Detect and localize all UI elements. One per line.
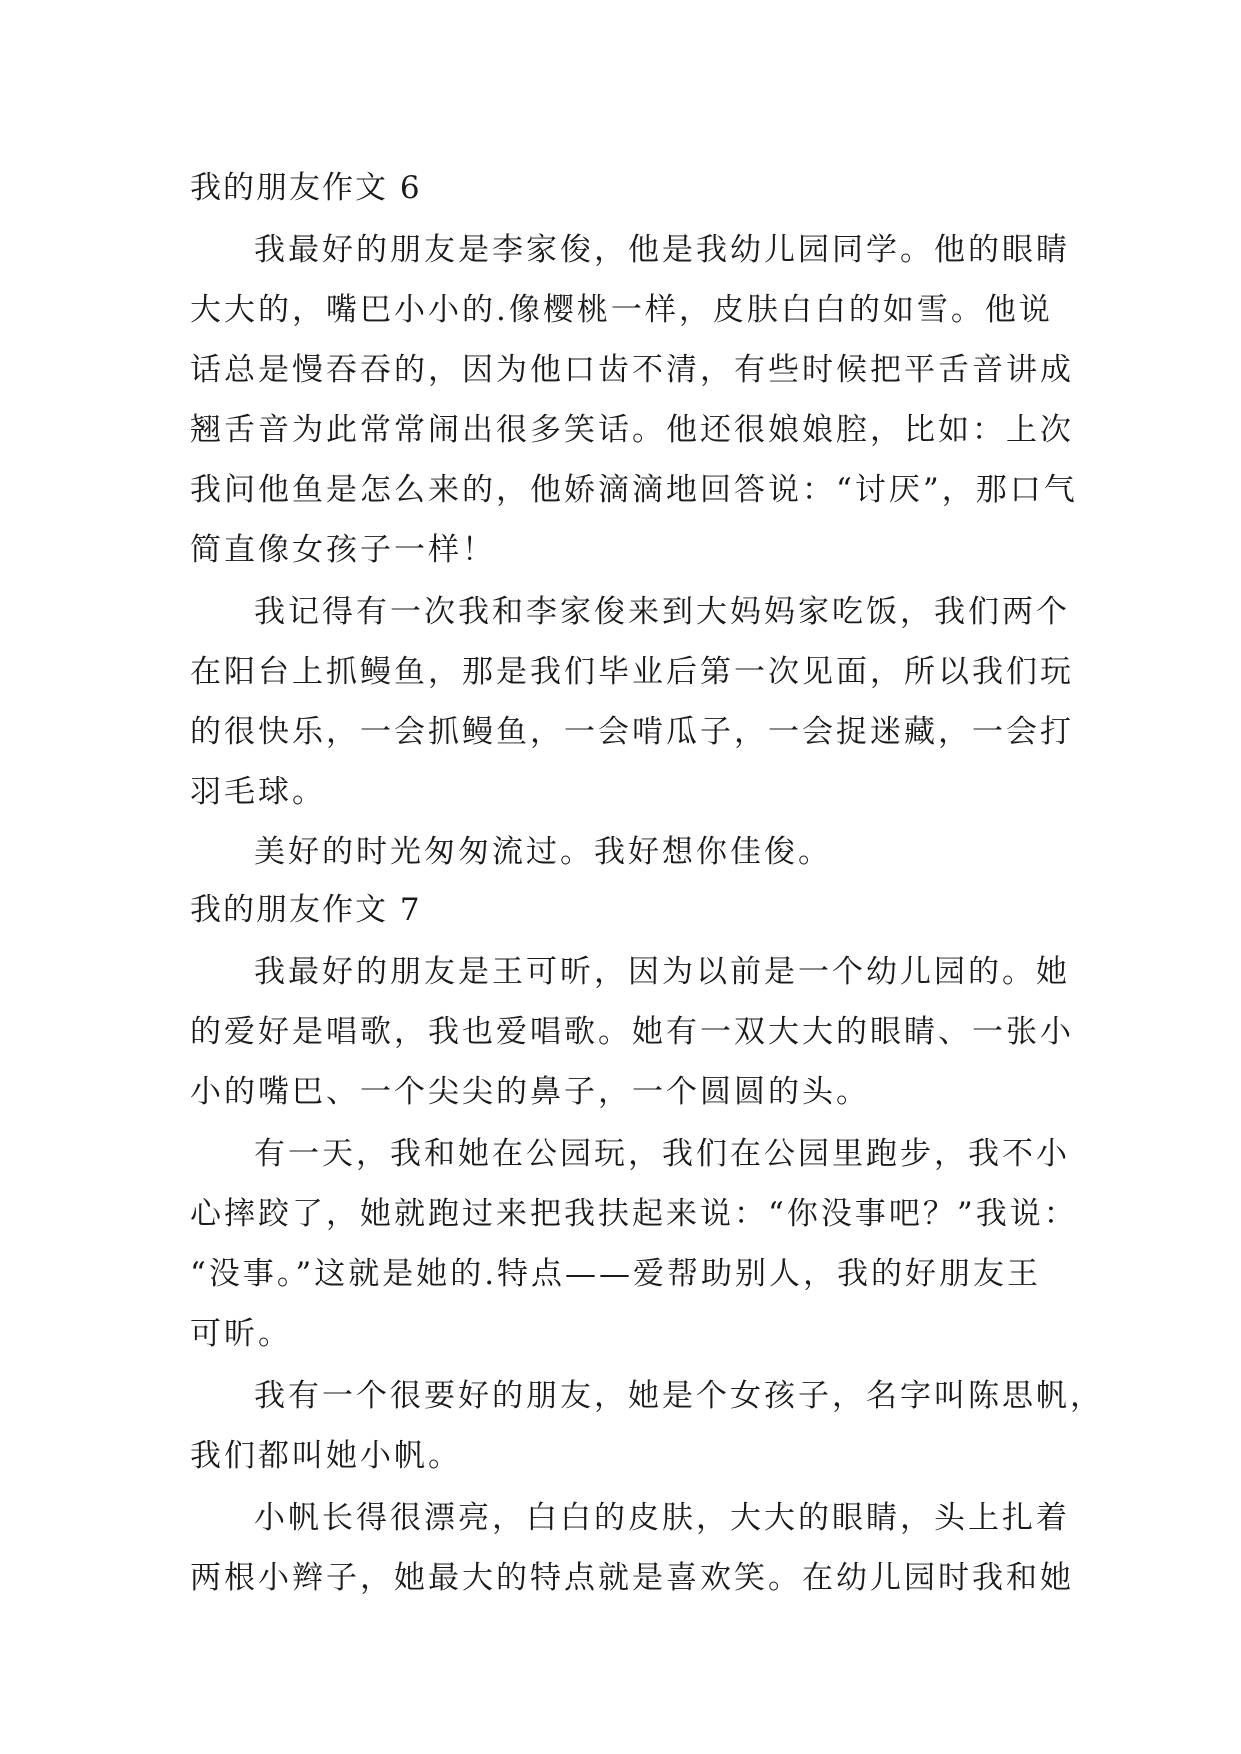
paragraph-line: 有一天，我和她在公园玩，我们在公园里跑步，我不小: [254, 1136, 1070, 1172]
paragraph-line: 两根小辫子，她最大的特点就是喜欢笑。在幼儿园时我和她: [190, 1560, 1074, 1596]
paragraph-line: “没事。”这就是她的.特点——爱帮助别人，我的好朋友王: [190, 1256, 1042, 1292]
paragraph-line: 话总是慢吞吞的，因为他口齿不清，有些时候把平舌音讲成: [190, 352, 1074, 388]
paragraph-line: 我最好的朋友是王可昕，因为以前是一个幼儿园的。她: [254, 954, 1070, 990]
paragraph-line: 我最好的朋友是李家俊，他是我幼儿园同学。他的眼睛: [254, 232, 1070, 268]
paragraph-line: 我有一个很要好的朋友，她是个女孩子，名字叫陈思帆，: [254, 1378, 1104, 1414]
paragraph-line: 美好的时光匆匆流过。我好想你佳俊。: [254, 834, 832, 870]
essay-heading-7: 我的朋友作文 7: [190, 892, 422, 928]
paragraph-line: 我们都叫她小帆。: [190, 1438, 462, 1474]
paragraph-line: 小帆长得很漂亮，白白的皮肤，大大的眼睛，头上扎着: [254, 1500, 1070, 1536]
paragraph-line: 心摔跤了，她就跑过来把我扶起来说：“你没事吧？”我说：: [190, 1196, 1078, 1232]
paragraph-line: 的爱好是唱歌，我也爱唱歌。她有一双大大的眼睛、一张小: [190, 1014, 1074, 1050]
paragraph-line: 简直像女孩子一样！: [190, 532, 496, 568]
paragraph-line: 的很快乐，一会抓鳗鱼，一会啃瓜子，一会捉迷藏，一会打: [190, 714, 1074, 750]
paragraph-line: 在阳台上抓鳗鱼，那是我们毕业后第一次见面，所以我们玩: [190, 654, 1074, 690]
paragraph-line: 我问他鱼是怎么来的，他娇滴滴地回答说：“讨厌”，那口气: [190, 472, 1078, 508]
paragraph-line: 我记得有一次我和李家俊来到大妈妈家吃饭，我们两个: [254, 594, 1070, 630]
paragraph-line: 羽毛球。: [190, 774, 326, 810]
essay-heading-6: 我的朋友作文 6: [190, 170, 422, 206]
paragraph-line: 翘舌音为此常常闹出很多笑话。他还很娘娘腔，比如：上次: [190, 412, 1074, 448]
paragraph-line: 大大的，嘴巴小小的.像樱桃一样，皮肤白白的如雪。他说: [190, 292, 1053, 328]
paragraph-line: 可昕。: [190, 1316, 292, 1352]
paragraph-line: 小的嘴巴、一个尖尖的鼻子，一个圆圆的头。: [190, 1074, 870, 1110]
